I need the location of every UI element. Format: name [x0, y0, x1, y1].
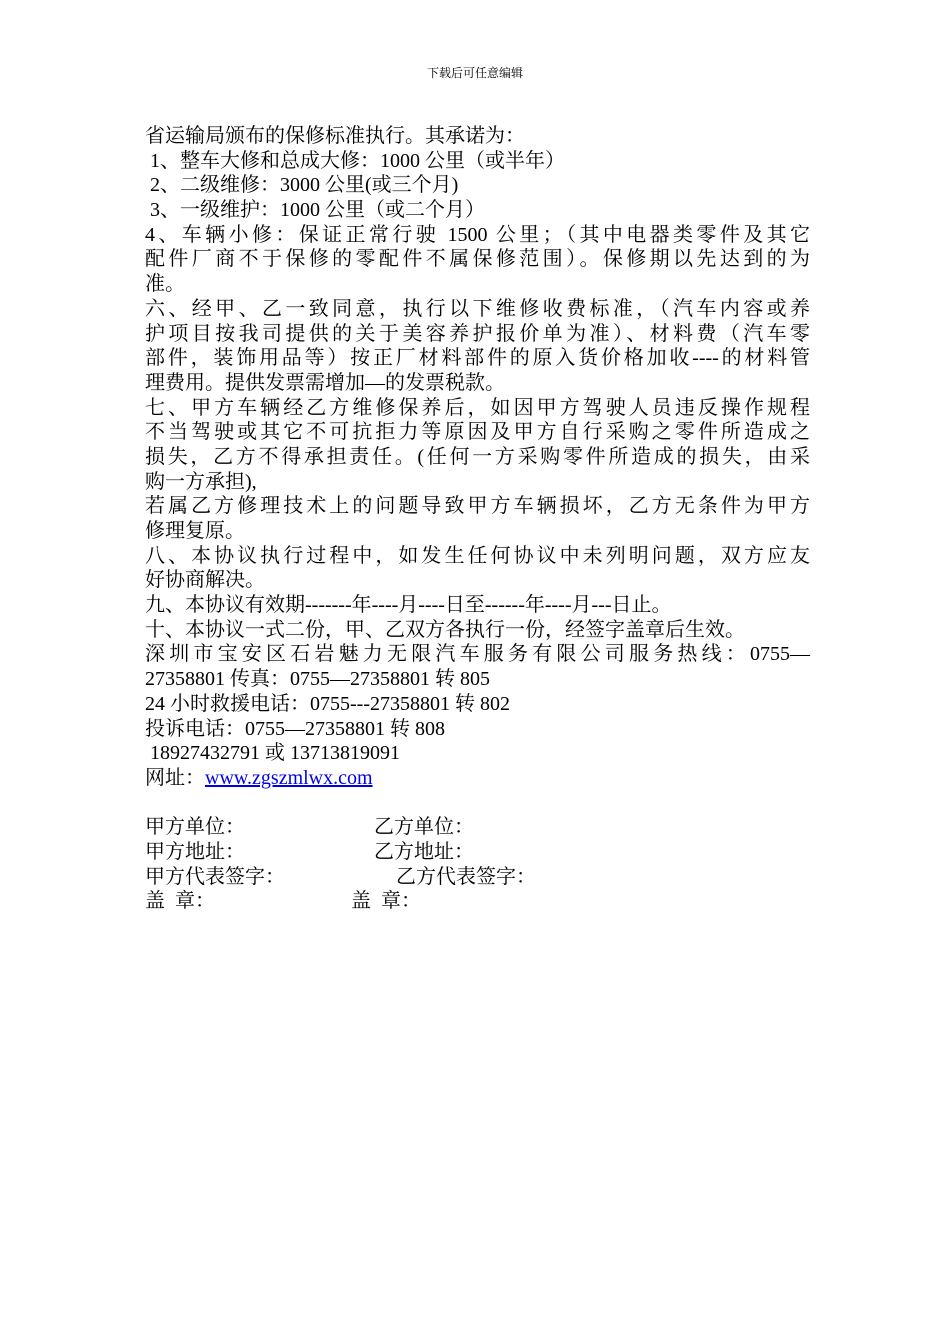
text-line: 部件，装饰用品等）按正厂材料部件的原入货价格加收----的材料管	[145, 347, 810, 370]
text-line: 购一方承担),	[145, 470, 257, 493]
text-line: 修理复原。	[145, 520, 245, 542]
website-label: 网址：	[145, 766, 205, 789]
text-line: 配件厂商不于保修的零配件不属保修范围）。保修期以先达到的为	[145, 248, 810, 271]
blank-line	[145, 791, 810, 816]
website-line	[145, 766, 810, 791]
text-line: 18927432791 或 13713819091	[145, 742, 400, 765]
signature-row-rep	[145, 865, 810, 890]
party-a-representative: 甲方代表签字：	[145, 865, 285, 888]
website-link[interactable]: www.zgszmlwx.com	[205, 766, 373, 789]
text-line: 理费用。提供发票需增加—的发票税款。	[145, 371, 505, 394]
text-line: 省运输局颁布的保修标准执行。其承诺为：	[145, 125, 525, 147]
text-line: 损失，乙方不得承担责任。(任何一方采购零件所造成的损失，由采	[145, 445, 810, 468]
text-line: 九、本协议有效期-------年----月----日至------年----月---日止。	[145, 594, 672, 617]
text-line: 2、二级维修：3000 公里(或三个月)	[145, 174, 459, 197]
signature-row-address	[145, 840, 810, 865]
text-line: 八、本协议执行过程中，如发生任何协议中未列明问题，双方应友	[145, 544, 810, 567]
text-line: 24 小时救援电话：0755---27358801 转 802	[145, 692, 510, 715]
text-line: 不当驾驶或其它不可抗拒力等原因及甲方自行采购之零件所造成之	[145, 421, 810, 444]
document-body	[145, 124, 810, 914]
party-a-unit: 甲方单位：	[145, 816, 245, 839]
text-line: 护项目按我司提供的关于美容养护报价单为准）、材料费（汽车零	[145, 322, 810, 345]
text-line: 十、本协议一式二份，甲、乙双方各执行一份，经签字盖章后生效。	[145, 618, 745, 641]
text-line: 投诉电话：0755—27358801 转 808	[145, 717, 445, 740]
text-line: 好协商解决。	[145, 569, 265, 592]
signature-row-unit	[145, 815, 810, 840]
party-b-seal: 盖 章：	[351, 890, 421, 913]
text-line: 七、甲方车辆经乙方维修保养后，如因甲方驾驶人员违反操作规程	[145, 396, 810, 419]
text-line: 4、车辆小修：保证正常行驶 1500 公里；（其中电器类零件及其它	[145, 223, 810, 246]
text-line: 若属乙方修理技术上的问题导致甲方车辆损坏，乙方无条件为甲方	[145, 495, 810, 518]
text-line: 1、整车大修和总成大修：1000 公里（或半年）	[145, 149, 565, 172]
signature-row-seal	[145, 889, 810, 914]
party-b-address: 乙方地址：	[374, 840, 474, 863]
page-header: 下载后可任意编辑	[426, 66, 523, 80]
text-line: 深圳市宝安区石岩魅力无限汽车服务有限公司服务热线：0755—	[145, 643, 810, 666]
text-line: 27358801 传真：0755—27358801 转 805	[145, 668, 490, 691]
party-a-seal: 盖 章：	[145, 890, 215, 913]
party-b-representative: 乙方代表签字：	[396, 865, 536, 888]
text-line: 六、经甲、乙一致同意，执行以下维修收费标准，（汽车内容或养	[145, 297, 810, 320]
text-line: 3、一级维护：1000 公里（或二个月）	[145, 199, 485, 222]
text-line: 准。	[145, 273, 185, 296]
party-b-unit: 乙方单位：	[374, 816, 474, 839]
party-a-address: 甲方地址：	[145, 840, 245, 863]
